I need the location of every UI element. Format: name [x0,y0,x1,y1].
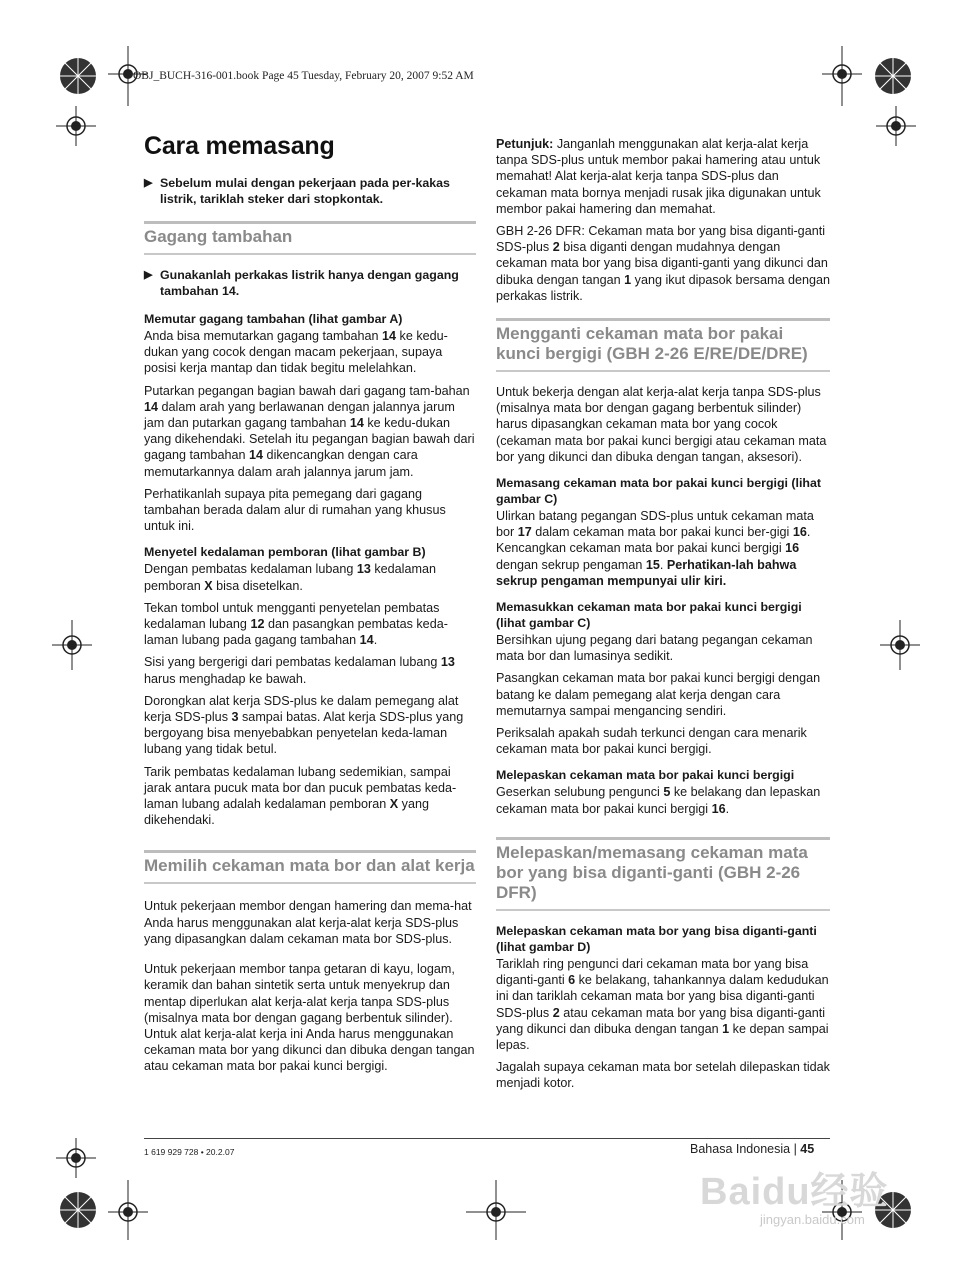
footer-separator: | [790,1142,801,1156]
crosshair-mark-bottom-left-side [56,1138,96,1178]
bullet-arrow-icon: ▶ [144,269,153,281]
watermark-url: jingyan.baidu.com [760,1212,865,1227]
warning-unplug-text: Sebelum mulai dengan pekerjaan pada per-kakas listrik, tariklah steker dari stopkontak. [160,176,450,206]
crosshair-mark-top-right-side [876,106,916,146]
left-column [144,132,476,1081]
paragraph: Geserkan selubung pengunci 5 ke belakang dan lepaskan cekaman mata bor pakai kunci bergigi 16. [496,785,821,816]
section-heading-choose-chuck: Memilih cekaman mata bor dan alat kerja [144,850,476,884]
subheading-remove-key-chuck: Melepaskan cekaman mata bor pakai kunci bergigi [496,768,795,783]
paragraph: Jagalah supaya cekaman mata bor setelah dilepaskan tidak menjadi kotor. [496,1060,830,1091]
file-info-header: OBJ_BUCH-316-001.book Page 45 Tuesday, February 20, 2007 9:52 AM [133,70,474,82]
paragraph: Bersihkan ujung pegang dari batang pegangan cekaman mata bor dan lumasinya sedikit. [496,633,813,664]
footer-language: Bahasa Indonesia [690,1142,791,1156]
paragraph: Untuk pekerjaan membor dengan hamering dan mema-hat Anda harus menggunakan alat kerja-alat kerja SDS-plus yang dipasangkan dalam cekaman mata bor SDS-plus. [144,899,472,946]
footer-rule [144,1138,830,1139]
paragraph: Putarkan pegangan bagian bawah dari gagang tam-bahan 14 dalam arah yang berlawanan dengan jalannya jarum jam dan putarkan gagang tambahan 14 ke kedu-dukan yang dikehendaki. Setelah itu pegangan bagian bawah dari gagang tambahan 14 dikencangkan dengan cara memutarkannya dalam arah jalannya jarum jam. [144,383,475,479]
footer-code: 1 619 929 728 • 20.2.07 [144,1147,235,1157]
paragraph-note: Petunjuk: Janganlah menggunakan alat kerja-alat kerja tanpa SDS-plus untuk membor pakai hamering atau untuk memahat! Alat kerja-alat kerja tanpa SDS-plus dan cekaman mata bornya menjadi rusak jika digunakan untuk membor pakai hamering dan memahat. [496,137,821,216]
warning-use-handle-text: Gunakanlah perkakas listrik hanya dengan gagang tambahan 14. [160,268,459,298]
page-title: Cara memasang [144,132,335,160]
crosshair-mark-mid-right [880,620,920,670]
crosshair-mark-mid-left [52,620,92,670]
subheading-rotate-handle: Memutar gagang tambahan (lihat gambar A) [144,312,403,326]
registration-mark-bottom-left [58,1190,98,1230]
warning-use-handle [144,267,476,299]
paragraph: Ulirkan batang pegangan SDS-plus untuk cekaman mata bor 17 dalam cekaman mata bor pakai kunci ber-gigi 16. Kencangkan cekaman mata bor pakai kunci bergigi 16 dengan sekrup pengaman 15. Perhatikan-lah bahwa sekrup pengaman mempunyai ulir kiri. [496,509,814,588]
registration-mark-top-left [58,56,98,96]
paragraph: Dengan pembatas kedalaman lubang 13 kedalaman pemboran X bisa disetelkan. [144,562,436,593]
paragraph: Dorongkan alat kerja SDS-plus ke dalam pemegang alat kerja SDS-plus 3 sampai batas. Alat kerja SDS-plus yang bergoyang bisa menyebabkan penyetelan keda-laman lubang yang tidak betul. [144,693,464,757]
paragraph: Tariklah ring pengunci dari cekaman mata bor yang bisa diganti-ganti 6 ke belakang, tahankannya dalam kedudukan ini dan tariklah cekaman mata bor yang bisa diganti-ganti SDS-plus 2 atau cekaman mata bor yang bisa diganti-ganti yang dikunci dan dibuka dengan tangan 1 ke depan sampai lepas. [496,956,829,1052]
registration-mark-top-right [873,56,913,96]
crosshair-mark-bottom-center [466,1180,526,1240]
paragraph: GBH 2-26 DFR: Cekaman mata bor yang bisa diganti-ganti SDS-plus 2 bisa diganti dengan mudahnya dengan cekaman mata bor yang bisa diganti-ganti yang dikunci dan dibuka dengan tangan 1 yang ikut dipasok bersama dengan perkakas listrik. [496,224,831,303]
section-heading-auxiliary-handle: Gagang tambahan [144,221,476,255]
paragraph: Periksalah apakah sudah terkunci dengan cara menarik cekaman mata bor pakai kunci bergigi. [496,726,807,757]
paragraph: Untuk bekerja dengan alat kerja-alat kerja tanpa SDS-plus (misalnya mata bor dengan gagang berbentuk silinder) harus dipasangkan cekaman mata bor yang cocok (cekaman mata bor pakai kunci bergigi atau cekaman mata bor yang dikunci dan dibuka dengan tangan, aksesori). [496,385,827,464]
subheading-drilling-depth: Menyetel kedalaman pemboran (lihat gambar B) [144,545,426,560]
warning-unplug [144,175,476,207]
page-number: 45 [800,1142,815,1156]
crosshair-mark-top-left-side [56,106,96,146]
subheading-remove-interchangeable-chuck: Melepaskan cekaman mata bor yang bisa diganti-ganti (lihat gambar D) [496,923,817,954]
section-heading-interchangeable-chuck: Melepaskan/memasang cekaman mata bor yang bisa diganti-ganti (GBH 2-26 DFR) [496,837,830,911]
paragraph: Tarik pembatas kedalaman lubang sedemikian, sampai jarak antara pucuk mata bor dan pucuk pembatas keda-laman lubang adalah kedalaman pemboran X yang dikehendaki. [144,764,457,828]
paragraph: Anda bisa memutarkan gagang tambahan 14 ke kedu-dukan yang cocok dengan macam pekerjaan, supaya posisi kerja mantap dan tidak begitu melelahkan. [144,329,448,376]
subheading-insert-key-chuck: Memasukkan cekaman mata bor pakai kunci bergigi (lihat gambar C) [496,600,802,631]
paragraph: Sisi yang bergerigi dari pembatas kedalaman lubang 13 harus menghadap ke bawah. [144,655,455,686]
bullet-arrow-icon: ▶ [144,177,153,189]
right-column [496,132,830,1098]
paragraph: Pasangkan cekaman mata bor pakai kunci bergigi dengan batang ke dalam pemegang alat kerja dengan cara memutarnya sampai mengancing sendiri. [496,671,821,718]
crosshair-mark-top-right [822,46,862,106]
paragraph: Tekan tombol untuk mengganti penyetelan pembatas kedalaman lubang 12 dan pasangkan pembatas keda-laman lubang pada gagang tambahan 14. [144,600,448,648]
section-heading-replace-key-chuck: Mengganti cekaman mata bor pakai kunci bergigi (GBH 2-26 E/RE/DE/DRE) [496,318,830,372]
paragraph: Untuk pekerjaan membor tanpa getaran di kayu, logam, keramik dan bahan sintetik serta untuk menyekrup dan mentap diperlukan alat kerja-alat kerja tanpa SDS-plus (misalnya mata bor dengan gagang berbentuk silinder). Untuk alat kerja-alat kerja ini Anda harus menggunakan cekaman mata bor yang dikunci dan dibuka dengan tangan atau cekaman mata bor pakai kunci bergigi. [144,962,475,1074]
subheading-mount-key-chuck: Memasang cekaman mata bor pakai kunci bergigi (lihat gambar C) [496,476,822,507]
footer-page-label [690,1142,814,1156]
watermark-logo: Baidu经验 [700,1171,889,1213]
crosshair-mark-bottom-left [108,1180,148,1240]
paragraph: Perhatikanlah supaya pita pemegang dari gagang tambahan berada dalam alur di rumahan yang khusus untuk ini. [144,486,446,534]
